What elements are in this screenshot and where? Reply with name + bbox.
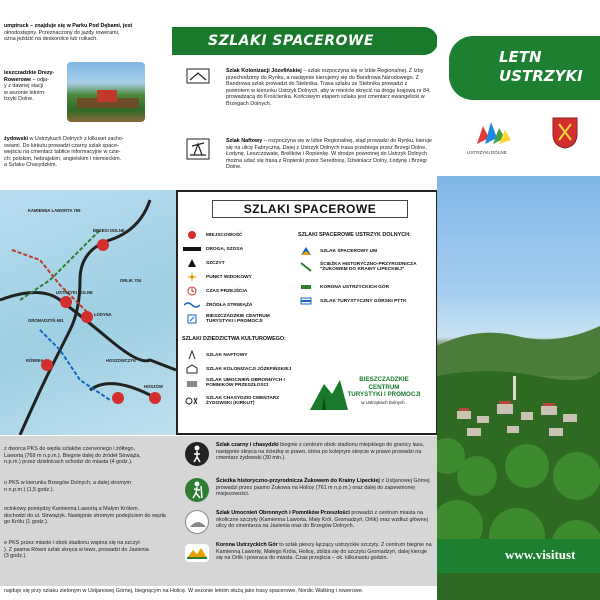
- kolonizacja-title: Szlak Kolonizacji Józefińskiej: [226, 68, 302, 74]
- legend-label: KORONA USTRZYCKICH GÓR: [320, 284, 390, 290]
- map-label-brzegi: BRZEGI DOLNE: [93, 228, 125, 233]
- path-icon: [296, 262, 316, 272]
- town-marker: [112, 392, 124, 404]
- map-label-gromadzyn: GROMADZYŃ 651: [28, 318, 64, 323]
- cemetery-line-3: wejściu na cmentarz tablice informacyjne w czte-: [4, 149, 121, 156]
- legend-item: [182, 300, 252, 310]
- legend-item: [296, 262, 436, 272]
- cover-town-photo: [437, 176, 600, 600]
- chasydzki-title: Szlak czarny i chasydzki: [216, 442, 279, 448]
- zukow-text: z Ustjanowej Górnej prowadzi przez pasmo Żukowa na Holicę (761 m n.p.m.) oraz dalej do zapewnionej miejscowości.: [216, 478, 430, 498]
- legend-item: [182, 396, 302, 406]
- town-marker: [81, 311, 93, 323]
- section-banner-title: SZLAKI SPACEROWE: [208, 33, 374, 49]
- cover-title-line-1: LETN: [499, 48, 542, 66]
- kolonizacja-text: – szlak rozpoczyna się w Izbie Regionalnej. Z Izby przechodzimy do Rynku, a następnie kierujemy się do Bandrowa Narodowego. Z Bandrowa szlak prowadzi do Stebnika. Trasa szlaku ze Stebnika prowadzi z powrotem w kierunku Ustrzyk Dolnych, aby w mieście skręcić na drogę krajową nr 84, prowadzącą do Krościenka. Końcowym etapem szlaku jest cmentarz ewangelicki w Brzegach Dolnych.: [226, 68, 431, 107]
- house-icon: [186, 68, 210, 90]
- band-left-3: [4, 506, 174, 526]
- website-bar: [437, 539, 600, 573]
- hasidic-icon: [182, 396, 202, 406]
- drezyny-line-4: trzyki Dolne.: [4, 96, 34, 103]
- legend-label: CZAS PRZEJŚCIA: [206, 288, 248, 294]
- band-text: z dworca PKS do węzła szlaków czerwonego i żółtego,: [4, 446, 135, 452]
- photo-cart: [97, 90, 117, 102]
- map-label-orlik: ORLIK 704: [120, 278, 142, 283]
- bunker-icon: [185, 510, 209, 534]
- legend-item: [182, 286, 247, 296]
- band-left-2: [4, 480, 174, 493]
- drezyny-paragraph: [4, 70, 66, 103]
- legend-label: PUNKT WIDOKOWY: [206, 274, 252, 280]
- map-label-hoszowczyk: HOSZOWCZYK: [106, 358, 137, 363]
- legend-label: BIESZCZADZKIE CENTRUM TURYSTYKI I PROMOCJI: [206, 314, 270, 324]
- band-left-4: [4, 540, 174, 560]
- legend-label: SZCZYT: [206, 260, 225, 266]
- legend-item: [182, 230, 243, 240]
- drezyny-title-2: Rowerowe: [4, 76, 31, 83]
- cover-title-banner: [449, 36, 600, 100]
- cemetery-line-2: owami. Do kirkutu prowadzi czarny szlak space-: [4, 142, 119, 149]
- kolonizacja-paragraph: [226, 68, 432, 108]
- road-line-icon: [182, 244, 202, 254]
- band-text: dochodzi do ul. Strwiążyk. Następnie stromym podejściem do węzła: [4, 512, 166, 519]
- zukow-title: Ścieżka historyczno-przyrodnicza Żukowem do Krainy Lipeckiej: [216, 478, 380, 484]
- band-row-chasydzki: [178, 440, 436, 470]
- band-row-korona: [178, 540, 436, 570]
- cemetery-paragraph: [4, 136, 174, 169]
- peak-icon: [182, 258, 202, 268]
- map-label-kamienna: KAMIENNA LAWORTA 769: [28, 208, 81, 213]
- drezyny-line-3: w sezonie letnim:: [4, 89, 46, 96]
- crown-icon: [296, 282, 316, 292]
- website-url[interactable]: www.visitust: [505, 547, 576, 562]
- legend-label: SZLAK CHASYDZKI CMENTARZ ŻYDOWSKI (KIRKUT): [206, 396, 280, 406]
- band-row-zukow: [178, 476, 436, 506]
- footer-text: najduje się przy szlaku zielonym w Ustjanowej Górnej, biegnącym na Holicę. W sezonie letnim służą jako trasy spacerowe, Nordic Walking i rowerowe.: [4, 588, 364, 594]
- spring-icon: [182, 300, 202, 310]
- coat-of-arms-icon: [551, 116, 579, 150]
- town-marker: [149, 392, 161, 404]
- walker-icon: [185, 442, 209, 466]
- legend-item: [182, 258, 225, 268]
- fortification-icon: [182, 378, 202, 388]
- band-text: ocinkowy pomiędzy Kamienną Lawortą a Małym Królem.: [4, 506, 140, 512]
- drezyny-photo: [67, 62, 145, 122]
- legend-label: DROGA, SZOSA: [206, 246, 244, 252]
- pumptrack-line-3: ożna jeździć na deskorolce lub rolkach.: [4, 36, 98, 43]
- oil-pump-icon: [186, 138, 210, 160]
- cemetery-line-4: ch: polskim, hebrajskim, angielskim i niemieckim.: [4, 155, 122, 162]
- legend-label: SZLAK SPACEROWY UM: [320, 248, 378, 254]
- legend-label: SZLAK KOLONIZACJI JÓZEFIŃSKIEJ: [206, 366, 292, 372]
- hiker-icon: [185, 478, 209, 502]
- umocnienia-text: prowadzi z centrum miasta na okoliczne szczyty (Kamienna Laworta, Mały Król, Gromadzyń, Orlik) oraz wzdłuż głównej ulicy do cmentarza na Jasienia oraz do Brzegów Dolnych.: [216, 510, 428, 530]
- legend-item: [182, 378, 302, 388]
- clock-icon: [182, 286, 202, 296]
- drezyny-line-2: y z dawnej stacji: [4, 83, 44, 90]
- settler-house-icon: [182, 364, 202, 374]
- legend-label: ŹRÓDŁA STRWIĄŻA: [206, 302, 253, 308]
- pumptrack-line-2: ołnodostępny. Przeznaczony do jazdy rowerami,: [4, 29, 120, 36]
- korona-title: Korona Ustrzyckich Gór: [216, 542, 278, 548]
- legend-item: [296, 246, 377, 256]
- band-text: n.p.m.) przez dzielnicach schodzi do miasta (4 godz.).: [4, 459, 133, 466]
- legend-item: [182, 244, 243, 254]
- band-text: e PKS przez miasto i obok stadionu wspina się na szczyt: [4, 540, 140, 546]
- oil-derrick-icon: [182, 350, 202, 360]
- cemetery-line-5: a Szlaku Chasydzkim.: [4, 162, 58, 169]
- map-legend: [176, 190, 438, 435]
- map-label-hoszow: HOSZÓW: [144, 384, 163, 389]
- legend-item: [182, 272, 252, 282]
- viewpoint-icon: [182, 272, 202, 282]
- band-text: n n.p.m.) (1,5 godz.).: [4, 486, 55, 493]
- bcet-line-2: CENTRUM: [368, 383, 400, 391]
- korona-paragraph: [216, 542, 434, 562]
- pumptrack-line-1: umptruck – znajduje się w Parku Pod Dębami, jest: [4, 23, 133, 29]
- legend-label: MIEJSCOWOŚĆ: [206, 232, 243, 238]
- cemetery-title: żydowski: [4, 136, 28, 142]
- footer-line: [0, 586, 438, 600]
- trail-map: [0, 190, 176, 435]
- bcet-subtitle: w Ustrzykach Dolnych: [361, 400, 405, 405]
- band-row-umocnienia: [178, 508, 436, 538]
- um-trail-icon: [296, 246, 316, 256]
- cover-title-line-2: USTRZYKI: [499, 67, 583, 85]
- town-marker: [60, 296, 72, 308]
- drezyny-line-1: – odja-: [32, 76, 49, 83]
- pttk-icon: [296, 296, 316, 306]
- legend-label: ŚCIEŻKA HISTORYCZNO-PRZYRODNICZA "ŻUKOWEM DO KRAINY LIPECKIEJ": [320, 262, 417, 272]
- town-marker: [97, 239, 109, 251]
- bcet-line-3: TURYSTYKI I PROMOCJI: [347, 391, 421, 399]
- legend-label: SZLAK NAFTOWY: [206, 352, 248, 358]
- trail-map-svg: [0, 190, 176, 435]
- ustrzyki-logo-caption: USTRZYKI DOLNE: [467, 150, 507, 155]
- bcet-logo: [308, 370, 426, 422]
- korona-badge-icon: [185, 544, 209, 562]
- legend-heading-walks: SZLAKI SPACEROWE USTRZYK DOLNYCH:: [298, 232, 411, 238]
- chasydzki-paragraph: [216, 442, 434, 462]
- band-left-1: [4, 446, 174, 466]
- band-text: ). Z pasma Równi szlak skręca w lewo, prowadzi do Jasienia: [4, 546, 149, 553]
- zukow-paragraph: [216, 478, 434, 498]
- map-label-rownia: RÓWNIA: [26, 358, 44, 363]
- legend-item: [182, 364, 291, 374]
- legend-heading-culture: SZLAKI DZIEDZICTWA KULTUROWEGO:: [182, 336, 286, 342]
- town-dot-icon: [182, 230, 202, 240]
- bcet-line-1: BIESZCZADZKIE: [359, 376, 409, 383]
- korona-text: to szlak pieszy łączący ustrzyckie szczyty. Z centrum biegnie na Kamienną Lawortę, Małego Króla, Holicę, zbliża się do szczytu Gromadzyń, dalej kieruje się na Orlik i powraca do miasta. Czas przejścia – ok. kilkunastu godzin.: [216, 542, 432, 562]
- cemetery-line-1: w Ustrzykach Dolnych z kilkuset zacho-: [29, 136, 124, 142]
- legend-title: SZLAKI SPACEROWE: [212, 200, 408, 218]
- cover-panel: [437, 0, 600, 600]
- naftowy-title: Szlak Naftowy: [226, 138, 263, 144]
- band-text: (3 godz.).: [4, 553, 27, 560]
- pumptrack-paragraph: [4, 23, 174, 43]
- cover-title: [499, 48, 583, 86]
- legend-label: SZLAK UMOCNIEŃ OBRONNYCH I POMNIKÓW PRZESZŁOŚCI: [206, 378, 285, 388]
- map-label-lodyna: ŁODYNA: [94, 312, 112, 317]
- ustrzyki-logo-icon: [473, 118, 513, 148]
- band-text: o PKS w kierunku Brzegów Dolnych, a dalej stromym: [4, 480, 132, 486]
- legend-item: [182, 350, 247, 360]
- map-label-ustrzyki: USTRZYKI DOLNE: [56, 290, 93, 295]
- umocnienia-title: Szlak Umocnień Obronnych i Pomników Przeszłości: [216, 510, 350, 516]
- info-center-icon: [182, 314, 202, 324]
- naftowy-text: – rozpoczyna się w Izbie Regionalnej, stąd prowadzi do Rynku, kieruje się na ulicę Fabryczną. Dalej z Ustrzyk Dolnych trasa przebiega przez Brzegi Dolne, Łodynę, Leszczowate, Brelików i Ropienkę. W drodze powrotnej do Ustrzyk Dolnych można udać się trasą z Ropienki przez Serednicę, Dźwiniacz Dolny, Łodynę i Brzegi Dolne.: [226, 138, 432, 171]
- umocnienia-paragraph: [216, 510, 434, 530]
- band-text: go Królu (1 godz.).: [4, 519, 49, 526]
- section-banner: [172, 27, 438, 55]
- chasydzki-text: biegnie z centrum obok stadionu miejskiego do granicy lasu, następnie skręca na ścieżkę w prawo, która po kolejnym skręcie w prawo prowadzi na cmentarz żydowski (30 min.).: [216, 442, 424, 462]
- drezyny-title: ieszczadzkie Drezy-: [4, 70, 55, 76]
- naftowy-paragraph: [226, 138, 432, 171]
- trail-descriptions: [0, 436, 438, 586]
- legend-item: [296, 282, 389, 292]
- legend-item: [296, 296, 407, 306]
- bcet-title: [342, 376, 426, 399]
- legend-label: SZLAK TURYSTYCZNY GÓRSKI PTTK: [320, 298, 407, 304]
- legend-item: [182, 314, 292, 324]
- band-text: Lawortą (769 m n.p.m.). Biegnie dalej do źródeł Strwiąża,: [4, 452, 141, 459]
